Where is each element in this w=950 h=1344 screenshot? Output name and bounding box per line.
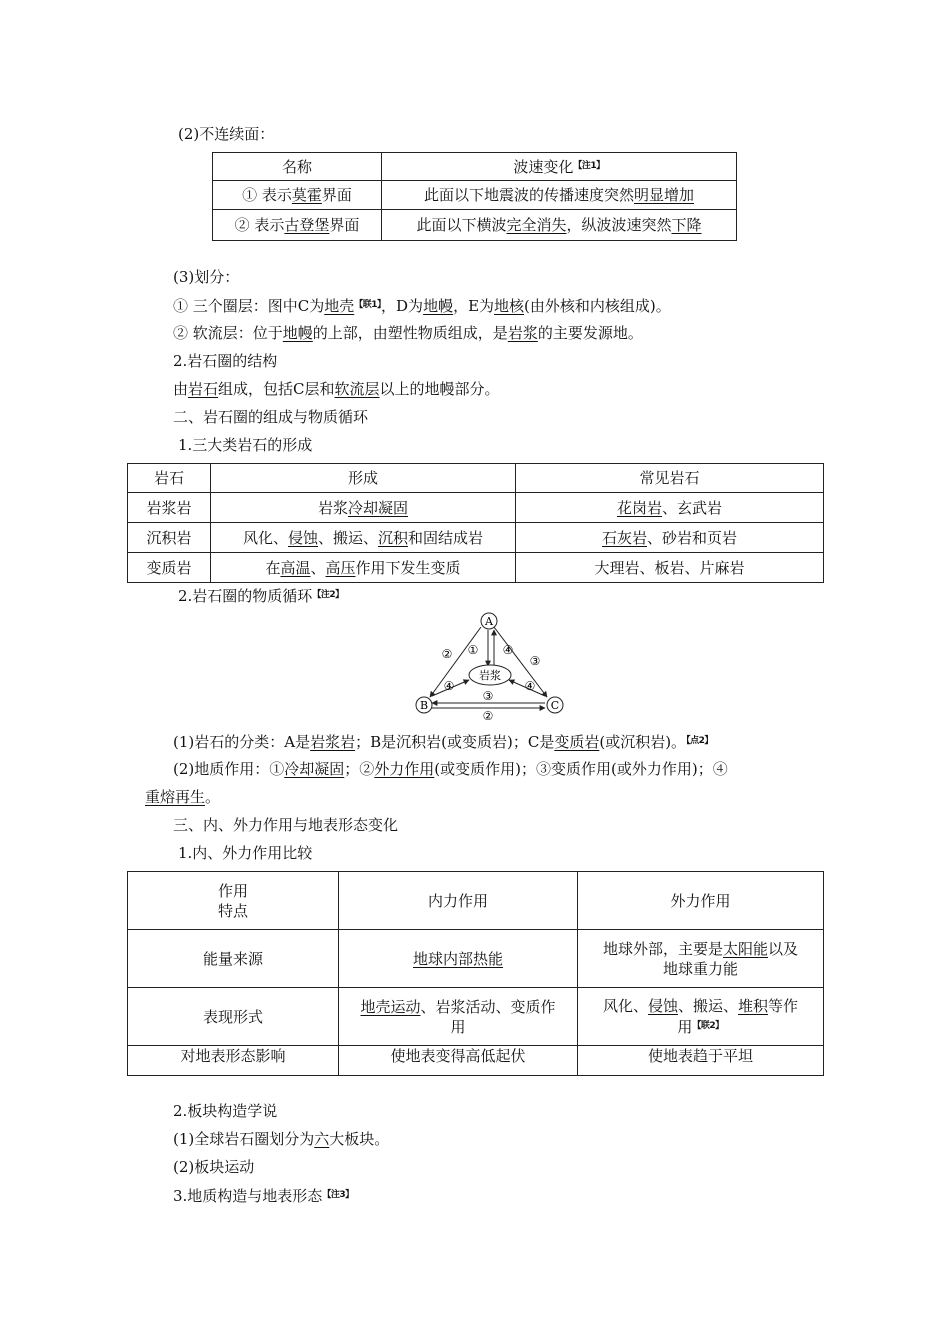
section-heading: 1.三大类岩石的形成 <box>178 436 313 454</box>
section-heading: 1.内、外力作用比较 <box>178 844 313 862</box>
table-cell: ① 表示莫霍界面 <box>213 181 382 210</box>
table-row <box>128 553 824 583</box>
table-cell: 石灰岩、砂岩和页岩 <box>516 523 824 553</box>
node-a-label: A <box>485 615 493 628</box>
table-cell: 地球内部热能 <box>339 930 578 988</box>
table-header: 名称 <box>213 153 382 181</box>
table-corner-cell: 作用 特点 <box>128 872 339 930</box>
table-cell: 使地表趋于平坦 <box>578 1046 824 1076</box>
paragraph: ② 软流层：位于地幔的上部，由塑性物质组成，是岩浆的主要发源地。 <box>173 324 643 342</box>
paragraph: (1)岩石的分类：A是岩浆岩；B是沉积岩(或变质岩)；C是变质岩(或沉积岩)。$^{【点2】}$ <box>173 733 713 751</box>
table-row <box>128 930 824 988</box>
table-header: 波速变化$^{【注1】}$ <box>382 153 737 181</box>
paragraph: (1)全球岩石圈划分为六大板块。 <box>173 1130 390 1148</box>
table-row <box>213 181 737 210</box>
table-header: 内力作用 <box>339 872 578 930</box>
edge-number: ④ <box>502 643 514 657</box>
table-cell: 沉积岩 <box>128 523 211 553</box>
division-heading: (3)划分： <box>173 268 240 286</box>
paragraph: 重熔再生。 <box>145 788 221 806</box>
edge-number: ④ <box>524 679 536 693</box>
magma-label: 岩浆 <box>479 669 501 682</box>
discontinuity-table <box>212 152 737 241</box>
table-cell: 地壳运动、岩浆活动、变质作 用 <box>339 988 578 1046</box>
table-cell: 使地表变得高低起伏 <box>339 1046 578 1076</box>
table-cell: 此面以下横波完全消失，纵波波速突然下降 <box>382 210 737 241</box>
discontinuity-heading: (2)不连续面： <box>178 125 275 143</box>
edge-a-b <box>430 627 481 697</box>
table-cell: 在高温、高压作用下发生变质 <box>211 553 516 583</box>
table-row <box>128 493 824 523</box>
paragraph: 由岩石组成，包括C层和软流层以上的地幔部分。 <box>173 380 500 398</box>
table-cell: 此面以下地震波的传播速度突然明显增加 <box>382 181 737 210</box>
table-cell: 风化、侵蚀、搬运、堆积等作 用$^{【联2】}$ <box>578 988 824 1046</box>
table-header: 岩石 <box>128 464 211 493</box>
section-heading: 2.岩石圈的物质循环$^{【注2】}$ <box>178 587 344 605</box>
table-cell: 岩浆岩 <box>128 493 211 523</box>
table-cell: ② 表示古登堡界面 <box>213 210 382 241</box>
table-header: 外力作用 <box>578 872 824 930</box>
edge-number: ① <box>467 643 479 657</box>
section-heading: 3.地质构造与地表形态$^{【注3】}$ <box>173 1187 354 1205</box>
table-header: 常见岩石 <box>516 464 824 493</box>
section-heading: 二、岩石圈的组成与物质循环 <box>173 408 369 426</box>
section-heading: 2.岩石圈的结构 <box>173 352 278 370</box>
table-cell: 大理岩、板岩、片麻岩 <box>516 553 824 583</box>
table-row <box>128 988 824 1046</box>
edge-number: ② <box>441 647 453 661</box>
forces-comparison-table <box>127 871 824 1076</box>
rock-types-table <box>127 463 824 583</box>
table-cell: 花岗岩、玄武岩 <box>516 493 824 523</box>
table-row <box>128 1046 824 1076</box>
node-c-label: C <box>550 699 560 712</box>
section-heading: 三、内、外力作用与地表形态变化 <box>173 816 399 834</box>
edge-number: ③ <box>482 689 494 703</box>
table-cell: 变质岩 <box>128 553 211 583</box>
paragraph: (2)板块运动 <box>173 1158 255 1176</box>
paragraph: ① 三个圈层：图中C为地壳$^{【联1】}$，D为地幔，E为地核(由外核和内核组成)。 <box>173 297 671 315</box>
paragraph: (2)地质作用：①冷却凝固；②外力作用(或变质作用)；③变质作用(或外力作用)；④ <box>173 760 728 778</box>
table-cell: 风化、侵蚀、搬运、沉积和固结成岩 <box>211 523 516 553</box>
edge-number: ③ <box>529 654 541 668</box>
table-cell: 岩浆冷却凝固 <box>211 493 516 523</box>
table-cell: 对地表形态影响 <box>128 1046 339 1076</box>
node-b-label: B <box>419 699 429 712</box>
edge-number: ④ <box>443 679 455 693</box>
rock-cycle-diagram <box>405 608 575 720</box>
section-heading: 2.板块构造学说 <box>173 1102 278 1120</box>
table-row <box>128 523 824 553</box>
table-header: 形成 <box>211 464 516 493</box>
table-cell: 能量来源 <box>128 930 339 988</box>
edge-number: ② <box>482 709 494 720</box>
table-row <box>213 210 737 241</box>
table-cell: 表现形式 <box>128 988 339 1046</box>
table-cell: 地球外部，主要是太阳能以及 地球重力能 <box>578 930 824 988</box>
